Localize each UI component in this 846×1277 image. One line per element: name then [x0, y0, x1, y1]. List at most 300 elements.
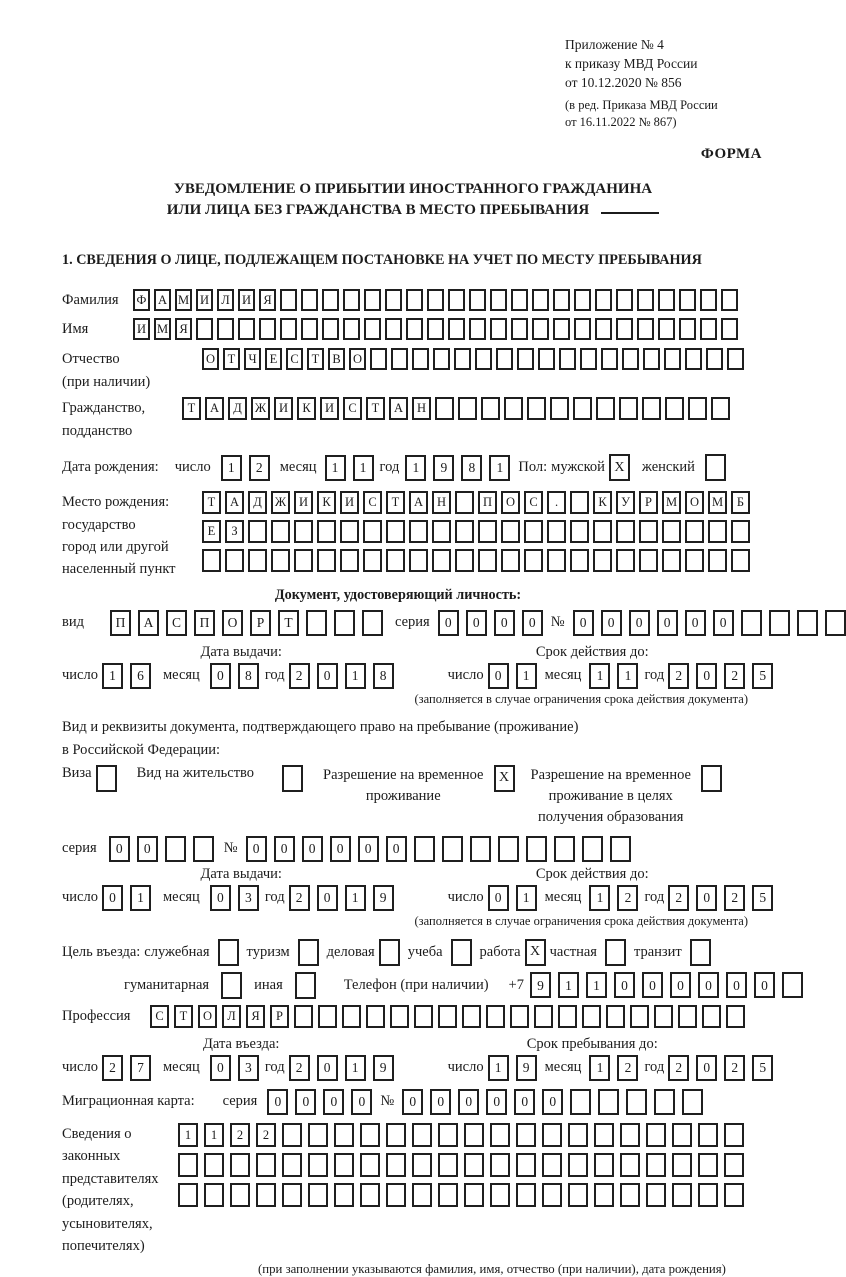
- firstname-cell[interactable]: [679, 318, 696, 340]
- doc-expiry-day-cell[interactable]: 1: [516, 663, 537, 689]
- entry-day-cell[interactable]: 2: [102, 1055, 123, 1081]
- representative-cell[interactable]: [646, 1123, 666, 1147]
- patronymic-cell[interactable]: Ч: [244, 348, 261, 370]
- profession-cell[interactable]: [534, 1005, 553, 1028]
- citizenship-cell[interactable]: [642, 397, 661, 420]
- surname-cell[interactable]: [658, 289, 675, 311]
- representative-cell[interactable]: [308, 1183, 328, 1207]
- profession-cell[interactable]: [558, 1005, 577, 1028]
- permit-series-cell[interactable]: [193, 836, 214, 862]
- permit-series-cell[interactable]: 0: [109, 836, 130, 862]
- permit-number-cell[interactable]: 0: [330, 836, 351, 862]
- firstname-cell[interactable]: [385, 318, 402, 340]
- phone-digit-cell[interactable]: [782, 972, 803, 998]
- birthplace-cell[interactable]: [225, 549, 244, 572]
- birthplace-cell[interactable]: У: [616, 491, 635, 514]
- birthplace-cell[interactable]: [731, 549, 750, 572]
- surname-cell[interactable]: [406, 289, 423, 311]
- citizenship-cell[interactable]: [596, 397, 615, 420]
- representative-cell[interactable]: [464, 1153, 484, 1177]
- migration-number-cell[interactable]: [654, 1089, 675, 1115]
- stay-day-cell[interactable]: 9: [516, 1055, 537, 1081]
- birthplace-cell[interactable]: Т: [386, 491, 405, 514]
- purpose-tourism-checkbox[interactable]: [298, 939, 319, 966]
- representative-cell[interactable]: [516, 1123, 536, 1147]
- representative-cell[interactable]: [204, 1183, 224, 1207]
- patronymic-cell[interactable]: [538, 348, 555, 370]
- birthplace-cell[interactable]: [524, 549, 543, 572]
- representative-cell[interactable]: [438, 1183, 458, 1207]
- profession-cell[interactable]: [438, 1005, 457, 1028]
- birthplace-cell[interactable]: [294, 549, 313, 572]
- birthplace-cell[interactable]: Т: [202, 491, 221, 514]
- migration-number-cell[interactable]: 0: [542, 1089, 563, 1115]
- birthplace-cell[interactable]: К: [593, 491, 612, 514]
- citizenship-cell[interactable]: А: [389, 397, 408, 420]
- surname-cell[interactable]: М: [175, 289, 192, 311]
- representative-cell[interactable]: [464, 1183, 484, 1207]
- migration-number-cell[interactable]: [570, 1089, 591, 1115]
- surname-cell[interactable]: [427, 289, 444, 311]
- doc-number-cell[interactable]: [797, 610, 818, 636]
- surname-cell[interactable]: И: [196, 289, 213, 311]
- representative-cell[interactable]: [438, 1123, 458, 1147]
- firstname-cell[interactable]: [322, 318, 339, 340]
- profession-cell[interactable]: [510, 1005, 529, 1028]
- patronymic-cell[interactable]: [706, 348, 723, 370]
- patronymic-cell[interactable]: [601, 348, 618, 370]
- birthplace-cell[interactable]: Ж: [271, 491, 290, 514]
- purpose-study-checkbox[interactable]: [451, 939, 472, 966]
- permit-number-cell[interactable]: [582, 836, 603, 862]
- doc-issue-year-cell[interactable]: 8: [373, 663, 394, 689]
- purpose-other-checkbox[interactable]: [295, 972, 316, 999]
- profession-cell[interactable]: [462, 1005, 481, 1028]
- purpose-official-checkbox[interactable]: [218, 939, 239, 966]
- citizenship-cell[interactable]: [481, 397, 500, 420]
- patronymic-cell[interactable]: [370, 348, 387, 370]
- migration-series-cell[interactable]: 0: [351, 1089, 372, 1115]
- representative-cell[interactable]: [256, 1153, 276, 1177]
- representative-cell[interactable]: [672, 1123, 692, 1147]
- representative-cell[interactable]: [230, 1153, 250, 1177]
- doc-type-cell[interactable]: О: [222, 610, 243, 636]
- doc-type-cell[interactable]: [334, 610, 355, 636]
- representative-cell[interactable]: [308, 1123, 328, 1147]
- citizenship-cell[interactable]: К: [297, 397, 316, 420]
- representative-cell[interactable]: [308, 1153, 328, 1177]
- representative-cell[interactable]: [698, 1123, 718, 1147]
- firstname-cell[interactable]: [637, 318, 654, 340]
- representative-cell[interactable]: [412, 1123, 432, 1147]
- patronymic-cell[interactable]: [622, 348, 639, 370]
- birthplace-cell[interactable]: [432, 520, 451, 543]
- purpose-business-checkbox[interactable]: [379, 939, 400, 966]
- surname-cell[interactable]: Я: [259, 289, 276, 311]
- surname-cell[interactable]: [490, 289, 507, 311]
- representative-cell[interactable]: [438, 1153, 458, 1177]
- patronymic-cell[interactable]: [517, 348, 534, 370]
- representative-cell[interactable]: 1: [178, 1123, 198, 1147]
- profession-cell[interactable]: [726, 1005, 745, 1028]
- citizenship-cell[interactable]: И: [274, 397, 293, 420]
- firstname-cell[interactable]: [658, 318, 675, 340]
- surname-cell[interactable]: [532, 289, 549, 311]
- representative-cell[interactable]: [490, 1123, 510, 1147]
- surname-cell[interactable]: [637, 289, 654, 311]
- patronymic-cell[interactable]: О: [202, 348, 219, 370]
- birthplace-cell[interactable]: [547, 549, 566, 572]
- permit-issue-month-cell[interactable]: 0: [210, 885, 231, 911]
- migration-number-cell[interactable]: [682, 1089, 703, 1115]
- representative-cell[interactable]: [412, 1183, 432, 1207]
- stay-day-cell[interactable]: 1: [488, 1055, 509, 1081]
- birthplace-cell[interactable]: М: [708, 491, 727, 514]
- doc-number-cell[interactable]: 0: [601, 610, 622, 636]
- firstname-cell[interactable]: И: [133, 318, 150, 340]
- permit-issue-day-cell[interactable]: 0: [102, 885, 123, 911]
- representative-cell[interactable]: [386, 1123, 406, 1147]
- birthplace-cell[interactable]: С: [363, 491, 382, 514]
- firstname-cell[interactable]: [532, 318, 549, 340]
- profession-cell[interactable]: [486, 1005, 505, 1028]
- representative-cell[interactable]: [178, 1153, 198, 1177]
- representative-cell[interactable]: [490, 1183, 510, 1207]
- birthplace-cell[interactable]: [340, 520, 359, 543]
- birth-year-cell[interactable]: 9: [433, 455, 454, 481]
- birthplace-cell[interactable]: [639, 520, 658, 543]
- firstname-cell[interactable]: [364, 318, 381, 340]
- representative-cell[interactable]: 2: [256, 1123, 276, 1147]
- firstname-cell[interactable]: [553, 318, 570, 340]
- citizenship-cell[interactable]: [573, 397, 592, 420]
- birthplace-cell[interactable]: [340, 549, 359, 572]
- surname-cell[interactable]: [553, 289, 570, 311]
- surname-cell[interactable]: Ф: [133, 289, 150, 311]
- permit-number-cell[interactable]: 0: [302, 836, 323, 862]
- migration-series-cell[interactable]: 0: [323, 1089, 344, 1115]
- birthplace-cell[interactable]: .: [547, 491, 566, 514]
- representative-cell[interactable]: [334, 1123, 354, 1147]
- surname-cell[interactable]: [511, 289, 528, 311]
- citizenship-cell[interactable]: Т: [182, 397, 201, 420]
- doc-issue-month-cell[interactable]: 0: [210, 663, 231, 689]
- profession-cell[interactable]: [630, 1005, 649, 1028]
- doc-number-cell[interactable]: [741, 610, 762, 636]
- patronymic-cell[interactable]: [475, 348, 492, 370]
- profession-cell[interactable]: [342, 1005, 361, 1028]
- profession-cell[interactable]: [318, 1005, 337, 1028]
- representative-cell[interactable]: [724, 1123, 744, 1147]
- representative-cell[interactable]: 1: [204, 1123, 224, 1147]
- sex-female-checkbox[interactable]: [705, 454, 726, 481]
- doc-series-cell[interactable]: 0: [438, 610, 459, 636]
- permit-expiry-month-cell[interactable]: 2: [617, 885, 638, 911]
- permit-issue-year-cell[interactable]: 2: [289, 885, 310, 911]
- doc-number-cell[interactable]: 0: [657, 610, 678, 636]
- doc-number-cell[interactable]: 0: [629, 610, 650, 636]
- birthplace-cell[interactable]: [662, 520, 681, 543]
- firstname-cell[interactable]: [490, 318, 507, 340]
- migration-number-cell[interactable]: 0: [458, 1089, 479, 1115]
- representative-cell[interactable]: [516, 1153, 536, 1177]
- migration-number-cell[interactable]: 0: [402, 1089, 423, 1115]
- education-permit-checkbox[interactable]: [701, 765, 722, 792]
- birthplace-cell[interactable]: [478, 520, 497, 543]
- surname-cell[interactable]: [301, 289, 318, 311]
- representative-cell[interactable]: [204, 1153, 224, 1177]
- representative-cell[interactable]: [620, 1183, 640, 1207]
- patronymic-cell[interactable]: Е: [265, 348, 282, 370]
- citizenship-cell[interactable]: Д: [228, 397, 247, 420]
- doc-type-cell[interactable]: [306, 610, 327, 636]
- profession-cell[interactable]: [606, 1005, 625, 1028]
- birthplace-cell[interactable]: А: [225, 491, 244, 514]
- surname-cell[interactable]: [721, 289, 738, 311]
- doc-type-cell[interactable]: А: [138, 610, 159, 636]
- phone-digit-cell[interactable]: 1: [586, 972, 607, 998]
- firstname-cell[interactable]: [301, 318, 318, 340]
- representative-cell[interactable]: [672, 1153, 692, 1177]
- entry-year-cell[interactable]: 9: [373, 1055, 394, 1081]
- permit-series-cell[interactable]: [165, 836, 186, 862]
- phone-digit-cell[interactable]: 0: [670, 972, 691, 998]
- profession-cell[interactable]: [678, 1005, 697, 1028]
- representative-cell[interactable]: [334, 1153, 354, 1177]
- birthplace-cell[interactable]: [616, 520, 635, 543]
- firstname-cell[interactable]: [259, 318, 276, 340]
- surname-cell[interactable]: [679, 289, 696, 311]
- phone-digit-cell[interactable]: 9: [530, 972, 551, 998]
- firstname-cell[interactable]: [196, 318, 213, 340]
- permit-number-cell[interactable]: 0: [246, 836, 267, 862]
- birthplace-cell[interactable]: О: [685, 491, 704, 514]
- citizenship-cell[interactable]: Т: [366, 397, 385, 420]
- profession-cell[interactable]: [582, 1005, 601, 1028]
- patronymic-cell[interactable]: Т: [223, 348, 240, 370]
- doc-type-cell[interactable]: П: [110, 610, 131, 636]
- representative-cell[interactable]: [360, 1183, 380, 1207]
- doc-number-cell[interactable]: [769, 610, 790, 636]
- birthplace-cell[interactable]: Д: [248, 491, 267, 514]
- stay-month-cell[interactable]: 2: [617, 1055, 638, 1081]
- doc-expiry-year-cell[interactable]: 2: [724, 663, 745, 689]
- birthplace-cell[interactable]: П: [478, 491, 497, 514]
- birthplace-cell[interactable]: [685, 549, 704, 572]
- stay-month-cell[interactable]: 1: [589, 1055, 610, 1081]
- citizenship-cell[interactable]: [711, 397, 730, 420]
- surname-cell[interactable]: И: [238, 289, 255, 311]
- birthplace-cell[interactable]: [570, 520, 589, 543]
- birthplace-cell[interactable]: [248, 549, 267, 572]
- permit-number-cell[interactable]: 0: [386, 836, 407, 862]
- permit-expiry-day-cell[interactable]: 0: [488, 885, 509, 911]
- citizenship-cell[interactable]: А: [205, 397, 224, 420]
- citizenship-cell[interactable]: [458, 397, 477, 420]
- birthplace-cell[interactable]: [409, 549, 428, 572]
- phone-digit-cell[interactable]: 0: [698, 972, 719, 998]
- firstname-cell[interactable]: [238, 318, 255, 340]
- temporary-permit-checkbox[interactable]: X: [494, 765, 515, 792]
- migration-series-cell[interactable]: 0: [295, 1089, 316, 1115]
- doc-expiry-month-cell[interactable]: 1: [589, 663, 610, 689]
- birthplace-cell[interactable]: М: [662, 491, 681, 514]
- representative-cell[interactable]: [620, 1123, 640, 1147]
- profession-cell[interactable]: [414, 1005, 433, 1028]
- representative-cell[interactable]: [490, 1153, 510, 1177]
- birthplace-cell[interactable]: [501, 520, 520, 543]
- migration-number-cell[interactable]: [598, 1089, 619, 1115]
- stay-year-cell[interactable]: 2: [724, 1055, 745, 1081]
- representative-cell[interactable]: [698, 1183, 718, 1207]
- doc-expiry-year-cell[interactable]: 0: [696, 663, 717, 689]
- doc-expiry-year-cell[interactable]: 2: [668, 663, 689, 689]
- birthplace-cell[interactable]: [662, 549, 681, 572]
- firstname-cell[interactable]: [574, 318, 591, 340]
- patronymic-cell[interactable]: [454, 348, 471, 370]
- birthplace-cell[interactable]: [708, 549, 727, 572]
- representative-cell[interactable]: [568, 1183, 588, 1207]
- doc-type-cell[interactable]: П: [194, 610, 215, 636]
- firstname-cell[interactable]: Я: [175, 318, 192, 340]
- permit-issue-year-cell[interactable]: 0: [317, 885, 338, 911]
- surname-cell[interactable]: [364, 289, 381, 311]
- representative-cell[interactable]: [646, 1153, 666, 1177]
- citizenship-cell[interactable]: [688, 397, 707, 420]
- birthplace-cell[interactable]: [478, 549, 497, 572]
- sex-male-checkbox[interactable]: X: [609, 454, 630, 481]
- permit-number-cell[interactable]: [414, 836, 435, 862]
- permit-issue-year-cell[interactable]: 9: [373, 885, 394, 911]
- representative-cell[interactable]: [724, 1153, 744, 1177]
- doc-issue-year-cell[interactable]: 1: [345, 663, 366, 689]
- purpose-humanitarian-checkbox[interactable]: [221, 972, 242, 999]
- birthplace-cell[interactable]: [685, 520, 704, 543]
- entry-year-cell[interactable]: 1: [345, 1055, 366, 1081]
- phone-digit-cell[interactable]: 0: [614, 972, 635, 998]
- representative-cell[interactable]: [464, 1123, 484, 1147]
- representative-cell[interactable]: [282, 1153, 302, 1177]
- birthplace-cell[interactable]: А: [409, 491, 428, 514]
- doc-issue-day-cell[interactable]: 1: [102, 663, 123, 689]
- birthplace-cell[interactable]: Б: [731, 491, 750, 514]
- surname-cell[interactable]: [343, 289, 360, 311]
- representative-cell[interactable]: [620, 1153, 640, 1177]
- birth-day-cell[interactable]: 2: [249, 455, 270, 481]
- purpose-transit-checkbox[interactable]: [690, 939, 711, 966]
- entry-day-cell[interactable]: 7: [130, 1055, 151, 1081]
- firstname-cell[interactable]: [448, 318, 465, 340]
- representative-cell[interactable]: [542, 1153, 562, 1177]
- firstname-cell[interactable]: [217, 318, 234, 340]
- visa-checkbox[interactable]: [96, 765, 117, 792]
- permit-issue-month-cell[interactable]: 3: [238, 885, 259, 911]
- representative-cell[interactable]: [646, 1183, 666, 1207]
- birth-year-cell[interactable]: 1: [405, 455, 426, 481]
- birthplace-cell[interactable]: Н: [432, 491, 451, 514]
- patronymic-cell[interactable]: [580, 348, 597, 370]
- patronymic-cell[interactable]: [643, 348, 660, 370]
- doc-number-cell[interactable]: 0: [573, 610, 594, 636]
- citizenship-cell[interactable]: [527, 397, 546, 420]
- phone-digit-cell[interactable]: 0: [642, 972, 663, 998]
- profession-cell[interactable]: Р: [270, 1005, 289, 1028]
- purpose-work-checkbox[interactable]: X: [525, 939, 546, 966]
- representative-cell[interactable]: [178, 1183, 198, 1207]
- surname-cell[interactable]: А: [154, 289, 171, 311]
- profession-cell[interactable]: Т: [174, 1005, 193, 1028]
- surname-cell[interactable]: [469, 289, 486, 311]
- permit-issue-year-cell[interactable]: 1: [345, 885, 366, 911]
- representative-cell[interactable]: [672, 1183, 692, 1207]
- profession-cell[interactable]: [654, 1005, 673, 1028]
- birth-month-cell[interactable]: 1: [325, 455, 346, 481]
- entry-month-cell[interactable]: 3: [238, 1055, 259, 1081]
- citizenship-cell[interactable]: С: [343, 397, 362, 420]
- entry-year-cell[interactable]: 2: [289, 1055, 310, 1081]
- birthplace-cell[interactable]: [547, 520, 566, 543]
- residence-checkbox[interactable]: [282, 765, 303, 792]
- birthplace-cell[interactable]: [455, 520, 474, 543]
- birthplace-cell[interactable]: [708, 520, 727, 543]
- birthplace-cell[interactable]: [248, 520, 267, 543]
- birthplace-cell[interactable]: Р: [639, 491, 658, 514]
- permit-number-cell[interactable]: 0: [358, 836, 379, 862]
- birth-year-cell[interactable]: 1: [489, 455, 510, 481]
- birthplace-cell[interactable]: [570, 549, 589, 572]
- representative-cell[interactable]: [386, 1183, 406, 1207]
- birthplace-cell[interactable]: [616, 549, 635, 572]
- doc-issue-month-cell[interactable]: 8: [238, 663, 259, 689]
- surname-cell[interactable]: [322, 289, 339, 311]
- phone-digit-cell[interactable]: 0: [726, 972, 747, 998]
- permit-expiry-year-cell[interactable]: 2: [724, 885, 745, 911]
- surname-cell[interactable]: [700, 289, 717, 311]
- birthplace-cell[interactable]: С: [524, 491, 543, 514]
- representative-cell[interactable]: [516, 1183, 536, 1207]
- doc-issue-year-cell[interactable]: 2: [289, 663, 310, 689]
- phone-digit-cell[interactable]: 1: [558, 972, 579, 998]
- birthplace-cell[interactable]: [271, 520, 290, 543]
- representative-cell[interactable]: [230, 1183, 250, 1207]
- profession-cell[interactable]: О: [198, 1005, 217, 1028]
- firstname-cell[interactable]: [595, 318, 612, 340]
- doc-type-cell[interactable]: Т: [278, 610, 299, 636]
- birthplace-cell[interactable]: [363, 520, 382, 543]
- citizenship-cell[interactable]: [504, 397, 523, 420]
- permit-expiry-year-cell[interactable]: 5: [752, 885, 773, 911]
- citizenship-cell[interactable]: Н: [412, 397, 431, 420]
- representative-cell[interactable]: [282, 1183, 302, 1207]
- migration-number-cell[interactable]: 0: [514, 1089, 535, 1115]
- surname-cell[interactable]: [616, 289, 633, 311]
- migration-number-cell[interactable]: 0: [486, 1089, 507, 1115]
- profession-cell[interactable]: [366, 1005, 385, 1028]
- stay-year-cell[interactable]: 0: [696, 1055, 717, 1081]
- permit-expiry-day-cell[interactable]: 1: [516, 885, 537, 911]
- citizenship-cell[interactable]: И: [320, 397, 339, 420]
- doc-series-cell[interactable]: 0: [494, 610, 515, 636]
- representative-cell[interactable]: [256, 1183, 276, 1207]
- doc-issue-year-cell[interactable]: 0: [317, 663, 338, 689]
- patronymic-cell[interactable]: [496, 348, 513, 370]
- profession-cell[interactable]: С: [150, 1005, 169, 1028]
- birthplace-cell[interactable]: [202, 549, 221, 572]
- representative-cell[interactable]: [360, 1153, 380, 1177]
- birthplace-cell[interactable]: О: [501, 491, 520, 514]
- representative-cell[interactable]: [568, 1123, 588, 1147]
- stay-year-cell[interactable]: 5: [752, 1055, 773, 1081]
